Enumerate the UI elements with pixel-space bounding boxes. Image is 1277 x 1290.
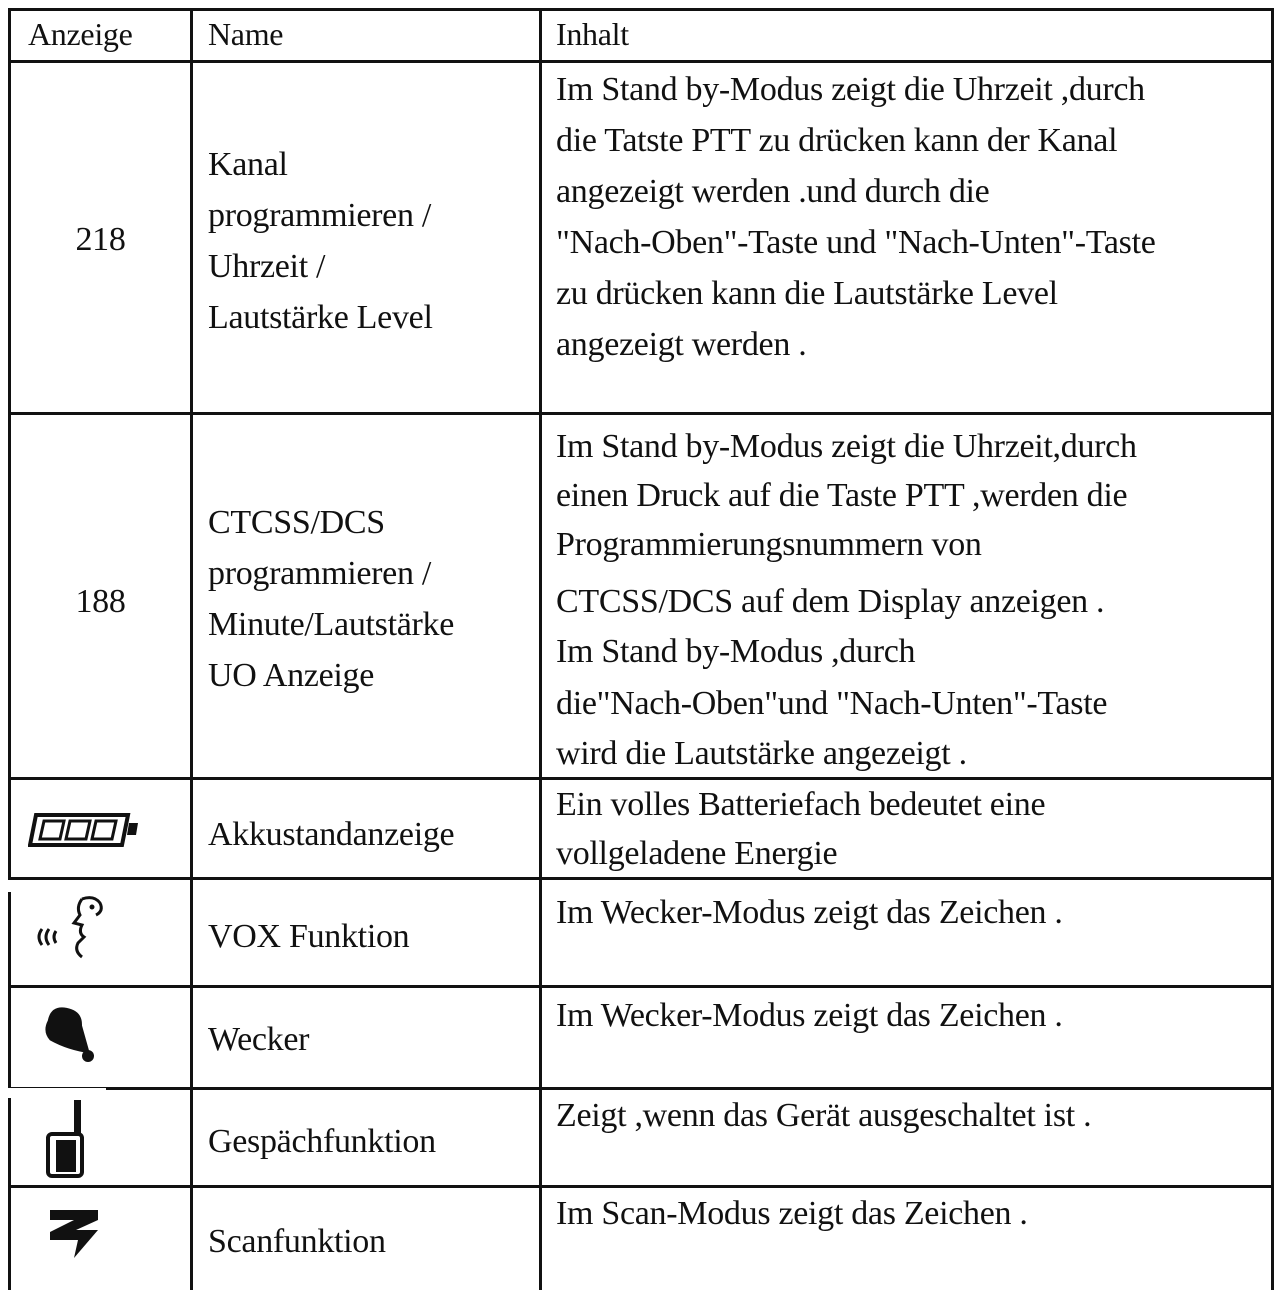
content-line: Im Scan-Modus zeigt das Zeichen . — [556, 1195, 1028, 1232]
row-divider — [8, 985, 1274, 988]
row-divider — [8, 877, 1274, 880]
row-divider — [8, 1185, 1274, 1188]
content-line: Im Wecker-Modus zeigt das Zeichen . — [556, 997, 1063, 1034]
column-divider — [190, 8, 193, 1290]
content-line: die Tatste PTT zu drücken kann der Kanal — [556, 122, 1118, 159]
header-inhalt: Inhalt — [556, 16, 629, 52]
display-value-218: 218 — [75, 221, 126, 258]
content-line: Zeigt ,wenn das Gerät ausgeschaltet ist . — [556, 1097, 1092, 1134]
name-akkustandanzeige: Akkustandanzeige — [208, 816, 455, 853]
content-line: CTCSS/DCS auf dem Display anzeigen . — [556, 583, 1105, 620]
name-line: programmieren / — [208, 555, 432, 592]
column-divider — [539, 8, 542, 1290]
name-vox-funktion: VOX Funktion — [208, 918, 410, 955]
content-line: angezeigt werden . — [556, 326, 807, 363]
name-line: CTCSS/DCS — [208, 504, 385, 541]
row-divider — [8, 777, 1274, 780]
row-divider — [8, 412, 1274, 415]
content-line: Im Wecker-Modus zeigt das Zeichen . — [556, 894, 1063, 931]
name-line: Minute/Lautstärke — [208, 606, 455, 643]
content-line: wird die Lautstärke angezeigt . — [556, 735, 967, 772]
bell-icon — [40, 1006, 104, 1064]
name-line: UO Anzeige — [208, 657, 375, 694]
table-border-right — [1271, 8, 1274, 1290]
name-scanfunktion: Scanfunktion — [208, 1223, 386, 1260]
content-line: angezeigt werden .und durch die — [556, 173, 990, 210]
table-border-top — [8, 8, 1274, 11]
name-line: Lautstärke Level — [208, 299, 433, 336]
content-line: Programmierungsnummern von — [556, 526, 982, 563]
name-line: Uhrzeit / — [208, 248, 326, 285]
content-line: Im Stand by-Modus zeigt die Uhrzeit,durch — [556, 428, 1137, 465]
name-line: programmieren / — [208, 197, 432, 234]
icon-cell-gap — [6, 880, 116, 892]
display-value-188: 188 — [75, 583, 126, 620]
vox-icon — [30, 893, 114, 961]
content-line: Im Stand by-Modus ,durch — [556, 633, 916, 670]
name-line: Kanal — [208, 146, 288, 183]
icon-cell-gap — [6, 1088, 106, 1098]
scan-icon — [44, 1206, 104, 1262]
row-divider — [8, 60, 1274, 63]
header-name: Name — [208, 16, 284, 52]
content-line: Im Stand by-Modus zeigt die Uhrzeit ,durch — [556, 71, 1145, 108]
name-gespraechfunktion: Gespächfunktion — [208, 1123, 436, 1160]
content-line: Ein volles Batteriefach bedeutet eine — [556, 786, 1046, 823]
content-line: zu drücken kann die Lautstärke Level — [556, 275, 1058, 312]
header-anzeige: Anzeige — [28, 16, 133, 52]
row-divider — [8, 1087, 1274, 1090]
content-line: "Nach-Oben"-Taste und "Nach-Unten"-Taste — [556, 224, 1156, 261]
content-line: die"Nach-Oben"und "Nach-Unten"-Taste — [556, 685, 1108, 722]
content-line: vollgeladene Energie — [556, 835, 838, 872]
battery-icon — [28, 812, 140, 848]
content-line: einen Druck auf die Taste PTT ,werden die — [556, 477, 1128, 514]
name-wecker: Wecker — [208, 1021, 310, 1058]
handset-icon — [44, 1100, 88, 1180]
